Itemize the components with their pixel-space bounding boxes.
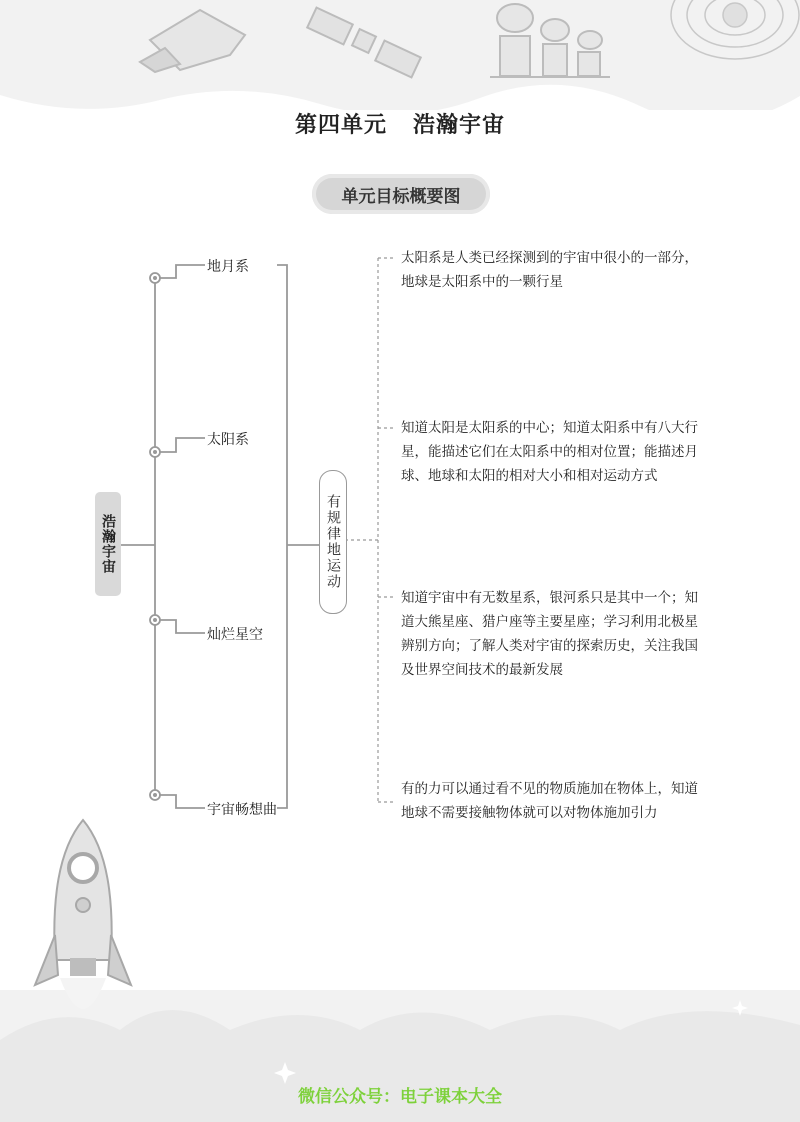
rocket-icon [35,820,131,1009]
space-shuttle-icon [140,10,245,72]
branch-universe-fantasy: 宇宙畅想曲 [207,802,277,818]
footer-watermark: 微信公众号：电子课本大全 [298,1087,502,1107]
branch-starry-sky: 灿烂星空 [207,627,263,643]
mindmap-root: 浩瀚宇宙 [95,492,121,596]
mindmap-connectors [121,265,319,808]
description-starry-sky: 知道宇宙中有无数星系，银河系只是其中一个；知道大熊星座、猎户座等主要星座；学习利用北极星辨别方向；了解人类对宇宙的探索历史，关注我国及世界空间技术的最新发展 [401,590,698,678]
satellite-icon [307,8,421,78]
section-banner: 单元目标概要图 [312,174,490,214]
description-universe-fantasy: 有的力可以通过看不见的物质施加在物体上，知道地球不需要接触物体就可以对物体施加引力 [401,781,698,821]
radar-dish-icon [490,4,610,77]
branch-earth-moon: 地月系 [207,259,249,275]
branch-solar-system: 太阳系 [207,432,249,448]
page-title [0,108,800,139]
description-solar-system: 知道太阳是太阳系的中心；知道太阳系中有八大行星，能描述它们在太阳系中的相对位置；能描述月球、地球和太阳的相对大小和相对运动方式 [401,420,698,484]
solar-system-icon [671,0,799,59]
mindmap-center-concept: 有规律地运动 [319,470,347,614]
unit-name: 浩瀚宇宙 [413,112,506,138]
unit-number: 第四单元 [294,112,387,138]
mindmap-dashed-connectors [345,258,396,802]
description-earth-moon: 太阳系是人类已经探测到的宇宙中很小的一部分，地球是太阳系中的一颗行星 [401,250,698,290]
